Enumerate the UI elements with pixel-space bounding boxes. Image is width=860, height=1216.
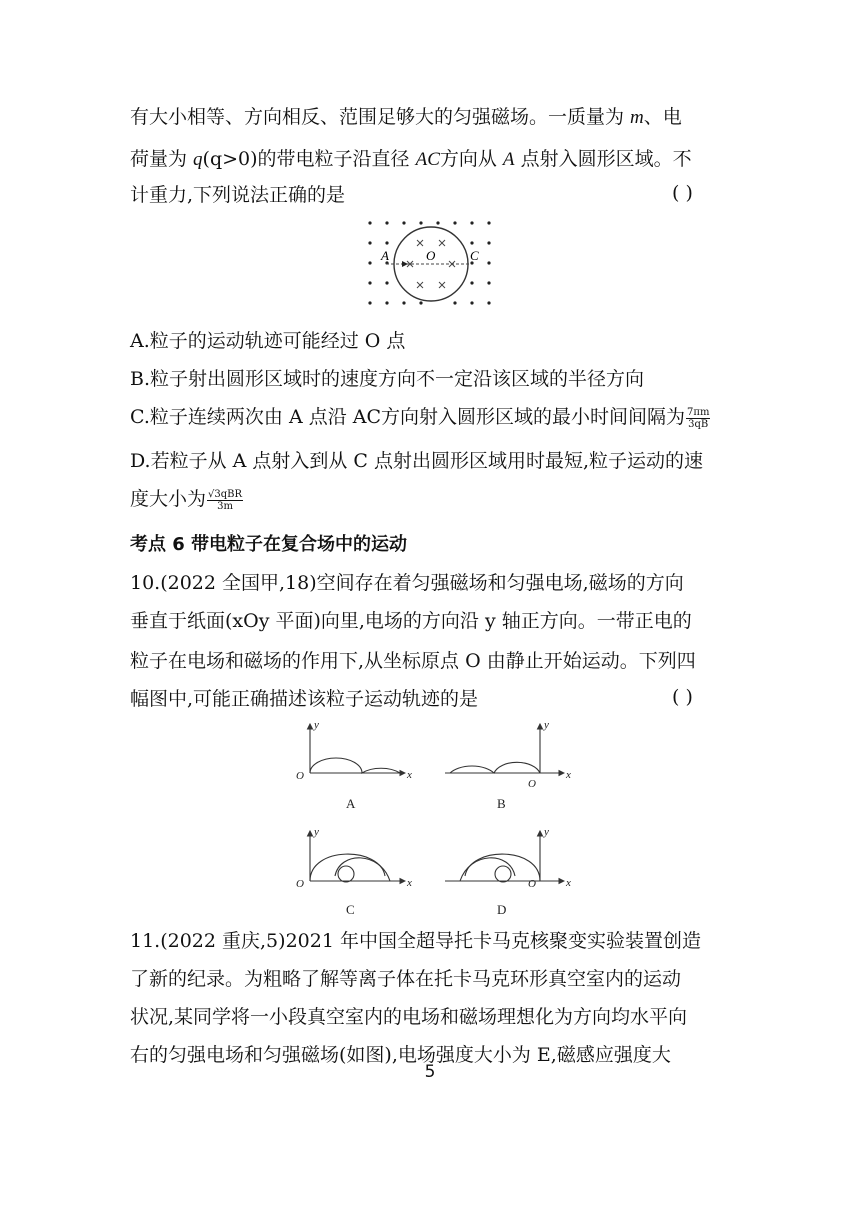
field-dot [470, 241, 473, 244]
field-dot [487, 221, 490, 224]
label-C: C [470, 248, 479, 263]
q9-option-d-line-1: D.若粒子从 A 点射入到从 C 点射出圆形区域用时最短,粒子运动的速 [130, 450, 704, 472]
q11-line-3: 状况,某同学将一小段真空室内的电场和磁场理想化为方向均水平向 [130, 1006, 688, 1028]
label-A: A [381, 248, 389, 263]
q10-line-2: 垂直于纸面(xOy 平面)向里,电场的方向沿 y 轴正方向。一带正电的 [130, 610, 692, 632]
field-cross [439, 240, 445, 246]
fig-a-x-label: x [407, 769, 412, 781]
q9-line-3: 计重力,下列说法正确的是 [130, 184, 346, 206]
fig-c-x-label: x [407, 877, 412, 889]
field-dot [470, 221, 473, 224]
q9-option-d-line-2: 度大小为 $\frac{\text{√3qBR}}{3m}$ [130, 488, 243, 512]
field-dot [470, 301, 473, 304]
fig-b-y-label: y [544, 719, 549, 731]
q9-magnetic-field-figure [360, 218, 495, 313]
field-dot [453, 301, 456, 304]
field-dot [453, 221, 456, 224]
fig-b-origin-label: O [528, 778, 536, 790]
field-dot [402, 301, 405, 304]
q9-answer-blank: ( ) [672, 182, 693, 204]
field-dot [368, 281, 371, 284]
field-dot [419, 301, 422, 304]
q10-line-3: 粒子在电场和磁场的作用下,从坐标原点 O 由静止开始运动。下列四 [130, 650, 696, 672]
field-dot [385, 301, 388, 304]
q9-option-b: B.粒子射出圆形区域时的速度方向不一定沿该区域的半径方向 [130, 368, 645, 390]
fig-c-origin-label: O [296, 878, 304, 890]
q11-line-4: 右的匀强电场和匀强磁场(如图),电场强度大小为 E,磁感应强度大 [130, 1044, 671, 1066]
field-dot [385, 221, 388, 224]
q10-line-4: 幅图中,可能正确描述该粒子运动轨迹的是 [130, 688, 479, 710]
fraction-7pim-3qB: $\frac{7\pi m}{3qB}$ [687, 406, 710, 430]
field-dot [368, 241, 371, 244]
field-dot [385, 281, 388, 284]
q9-option-a: A.粒子的运动轨迹可能经过 O 点 [130, 330, 406, 352]
q10-trajectory-figures [280, 716, 580, 920]
page-number: 5 [424, 1062, 436, 1082]
fig-d-origin-label: O [528, 878, 536, 890]
q9-option-c: C.粒子连续两次由 A 点沿 AC方向射入圆形区域的最小时间间隔为 $\frac{7\pi m}{3qB}$ [130, 406, 710, 430]
field-cross [417, 240, 423, 246]
q9-line-1: 有大小相等、方向相反、范围足够大的匀强磁场。一质量为 m、电 [130, 106, 682, 128]
q10-answer-blank: ( ) [672, 686, 693, 708]
fig-a-y-label: y [314, 719, 319, 731]
field-cross [417, 282, 423, 288]
section-heading: 考点 6 带电粒子在复合场中的运动 [130, 534, 408, 555]
q10-line-1: 10.(2022 全国甲,18)空间存在着匀强磁场和匀强电场,磁场的方向 [130, 572, 684, 594]
fig-c-y-label: y [314, 826, 319, 838]
fig-d-y-label: y [544, 826, 549, 838]
q9-line-2: 荷量为 q(q>0)的带电粒子沿直径 AC方向从 A 点射入圆形区域。不 [130, 148, 692, 170]
fig-d-x-label: x [566, 877, 571, 889]
field-dot [436, 221, 439, 224]
fig-b-x-label: x [566, 769, 571, 781]
q11-line-2: 了新的纪录。为粗略了解等离子体在托卡马克环形真空室内的运动 [130, 968, 682, 990]
field-dot [385, 241, 388, 244]
field-dot [419, 221, 422, 224]
field-dot [402, 221, 405, 224]
fig-a-caption: A [346, 796, 356, 811]
field-dot [368, 221, 371, 224]
q11-line-1: 11.(2022 重庆,5)2021 年中国全超导托卡马克核聚变实验装置创造 [130, 930, 701, 952]
field-dot [470, 281, 473, 284]
field-dot [487, 261, 490, 264]
fig-a-origin-label: O [296, 770, 304, 782]
fig-c-caption: C [346, 902, 355, 917]
fraction-sqrt3qBR-3m: $\frac{\text{√3qBR}}{3m}$ [208, 488, 243, 512]
field-dot [487, 241, 490, 244]
field-dot [368, 301, 371, 304]
fig-d-caption: D [497, 902, 507, 917]
var-m: m [630, 107, 644, 128]
field-dot [368, 261, 371, 264]
label-O: O [426, 248, 436, 263]
fig-b-caption: B [497, 796, 506, 811]
field-cross [439, 282, 445, 288]
field-dot [487, 281, 490, 284]
field-dot [487, 301, 490, 304]
